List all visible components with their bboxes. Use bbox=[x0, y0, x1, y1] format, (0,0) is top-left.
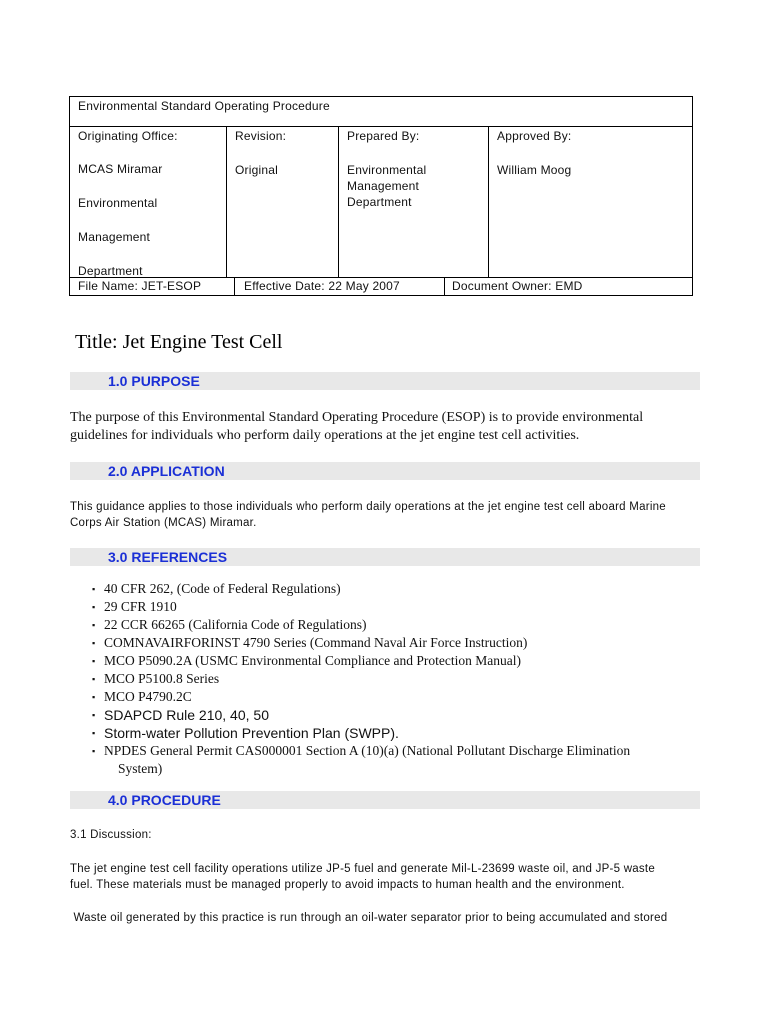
procedure-paragraph-line: fuel. These materials must be managed properly to avoid impacts to human health and the environment. bbox=[70, 879, 625, 891]
originating-office-label: Originating Office: bbox=[78, 129, 178, 143]
bullet-icon: ▪ bbox=[92, 674, 96, 684]
bullet-icon: ▪ bbox=[92, 710, 96, 720]
references-list bbox=[92, 580, 692, 778]
prepared-by-line: Environmental bbox=[347, 163, 427, 177]
approved-by-cell bbox=[489, 127, 692, 277]
revision-cell bbox=[227, 127, 339, 277]
originating-office-line: Environmental bbox=[78, 196, 158, 210]
reference-item: ▪ Storm-water Pollution Prevention Plan (SWPP). bbox=[92, 725, 399, 741]
reference-item: ▪ MCO P5090.2A (USMC Environmental Compliance and Protection Manual) bbox=[92, 653, 521, 668]
bullet-icon: ▪ bbox=[92, 620, 96, 630]
reference-item: ▪ 22 CCR 66265 (California Code of Regulations) bbox=[92, 617, 367, 632]
revision-label: Revision: bbox=[235, 129, 287, 143]
application-paragraph: This guidance applies to those individuals who perform daily operations at the jet engine test cell aboard Marine Corps Air Station (MCAS) Miramar. bbox=[70, 501, 666, 529]
procedure-paragraph-2: Waste oil generated by this practice is run through an oil-water separator prior to being accumulated and stored bbox=[70, 912, 668, 924]
document-title: Title: Jet Engine Test Cell bbox=[75, 331, 283, 353]
section-heading-references: 3.0 REFERENCES bbox=[70, 548, 700, 566]
header-table bbox=[69, 96, 693, 296]
discussion-label: 3.1 Discussion: bbox=[70, 829, 152, 841]
document-owner: Document Owner: EMD bbox=[452, 279, 583, 293]
reference-item: ▪ 40 CFR 262, (Code of Federal Regulations) bbox=[92, 581, 341, 596]
reference-item: ▪ MCO P5100.8 Series bbox=[92, 671, 220, 686]
originating-office-line: Department bbox=[78, 264, 143, 278]
bullet-icon: ▪ bbox=[92, 728, 96, 738]
approved-by-value: William Moog bbox=[497, 163, 572, 177]
purpose-paragraph: The purpose of this Environmental Standard Operating Procedure (ESOP) is to provide environmental guidelines for individuals who perform daily operations at the jet engine test cell activities. bbox=[70, 410, 644, 443]
reference-item: ▪ COMNAVAIRFORINST 4790 Series (Command Naval Air Force Instruction) bbox=[92, 635, 528, 650]
header-footer-row bbox=[70, 277, 692, 295]
file-name: File Name: JET-ESOP bbox=[70, 278, 235, 295]
reference-item: ▪ 29 CFR 1910 bbox=[92, 599, 177, 614]
originating-office-cell bbox=[70, 127, 227, 277]
bullet-icon: ▪ bbox=[92, 746, 96, 756]
bullet-icon: ▪ bbox=[92, 638, 96, 648]
originating-office-line: MCAS Miramar bbox=[78, 162, 163, 176]
effective-date: Effective Date: 22 May 2007 bbox=[235, 278, 445, 295]
bullet-icon: ▪ bbox=[92, 602, 96, 612]
prepared-by-cell bbox=[339, 127, 489, 277]
approved-by-label: Approved By: bbox=[497, 129, 572, 143]
revision-value: Original bbox=[235, 163, 278, 177]
prepared-by-label: Prepared By: bbox=[347, 129, 420, 143]
reference-item: ▪ MCO P4790.2C bbox=[92, 689, 192, 704]
section-heading-procedure: 4.0 PROCEDURE bbox=[70, 791, 700, 809]
bullet-icon: ▪ bbox=[92, 584, 96, 594]
reference-item: ▪ NPDES General Permit CAS000001 Section A (10)(a) (National Pollutant Discharge Elimination System) bbox=[92, 743, 631, 776]
reference-item: ▪ SDAPCD Rule 210, 40, 50 bbox=[92, 707, 269, 723]
originating-office-line: Management bbox=[78, 230, 151, 244]
prepared-by-line: Department bbox=[347, 195, 412, 209]
prepared-by-line: Management bbox=[347, 179, 420, 193]
section-heading-purpose: 1.0 PURPOSE bbox=[70, 372, 700, 390]
section-heading-application: 2.0 APPLICATION bbox=[70, 462, 700, 480]
bullet-icon: ▪ bbox=[92, 656, 96, 666]
header-title: Environmental Standard Operating Procedure bbox=[70, 97, 692, 127]
bullet-icon: ▪ bbox=[92, 692, 96, 702]
procedure-paragraph-line: The jet engine test cell facility operations utilize JP-5 fuel and generate Mil-L-23699 waste oil, and JP-5 waste bbox=[70, 863, 656, 875]
